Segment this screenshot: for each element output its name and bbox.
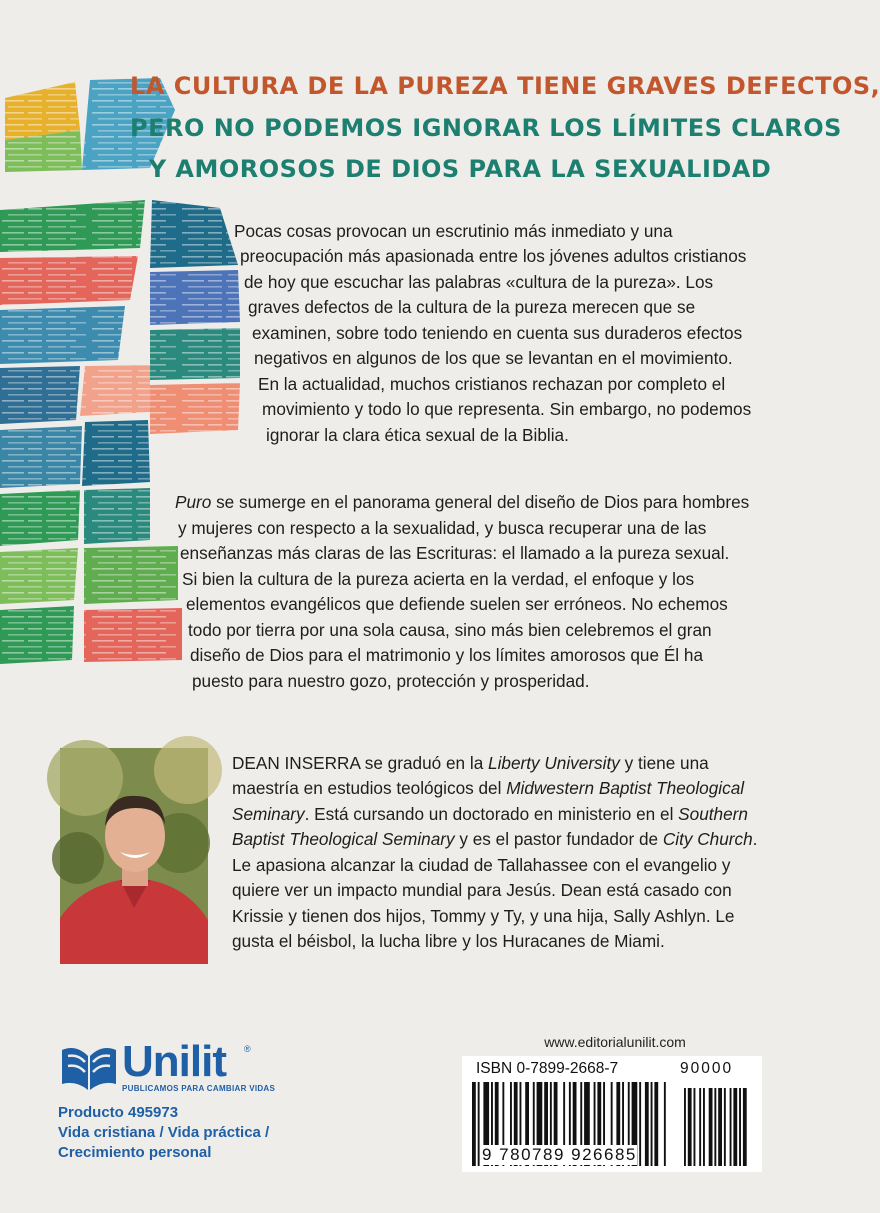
headline-line-2: PERO NO PODEMOS IGNORAR LOS LÍMITES CLAROS [130,114,842,142]
barcode-addon-bar [688,1088,692,1166]
barcode-bar [639,1082,641,1166]
headline-line-1: LA CULTURA DE LA PUREZA TIENE GRAVES DEFECTOS, [130,72,880,100]
barcode-addon-bar [699,1088,701,1166]
headline-line-3: Y AMOROSOS DE DIOS PARA LA SEXUALIDAD [148,155,772,183]
category-line-1: Vida cristiana / Vida práctica / [58,1124,270,1141]
author-portrait-illustration [60,748,208,964]
author-photo [60,748,208,964]
desc-line: y mujeres con respecto a la sexualidad, y busca recuperar una de las [178,518,707,538]
intro-line: de hoy que escuchar las palabras «cultura de la pureza». Los [244,272,714,292]
barcode-addon-bar [743,1088,747,1166]
publisher-name: Unilit [122,1037,226,1086]
barcode-addon-bar [694,1088,696,1166]
barcode-addon-bar [709,1088,713,1166]
barcode-bar [645,1082,649,1166]
intro-line: graves defectos de la cultura de la pureza merecen que se [248,297,696,317]
barcode-addon-bar [684,1088,686,1166]
barcode-bar [654,1082,658,1166]
intro-line: examinen, sobre todo teniendo en cuenta sus duraderos efectos [252,323,743,343]
registered-mark: ® [244,1044,251,1054]
bio-line: Seminary. Está cursando un doctorado en ministerio en el Southern [232,804,748,824]
price-code: 90000 [680,1060,734,1077]
barcode-addon-bar [703,1088,705,1166]
category-line-2: Crecimiento personal [58,1144,212,1161]
desc-line: Si bien la cultura de la pureza acierta en la verdad, el enfoque y los [182,569,695,589]
desc-line: elementos evangélicos que defiende suelen ser erróneos. No echemos [186,594,728,614]
desc-line: Puro se sumerge en el panorama general del diseño de Dios para hombres [175,492,750,512]
barcode-addon-bar [739,1088,741,1166]
barcode-bar [664,1082,666,1166]
barcode-addon-bar [730,1088,732,1166]
bio-line: maestría en estudios teológicos del Midwestern Baptist Theological [232,778,745,798]
bio-line: Baptist Theological Seminary y es el pastor fundador de City Church. [232,829,758,849]
intro-line: negativos en algunos de los que se levantan en el movimiento. [254,348,733,368]
barcode-box [462,1056,762,1172]
desc-line: diseño de Dios para el matrimonio y los límites amorosos que Él ha [190,645,703,665]
barcode-addon-bar [714,1088,716,1166]
bio-line: Krissie y tienen dos hijos, Tommy y Ty, y una hija, Sally Ashlyn. Le [232,906,735,926]
bio-line: Le apasiona alcanzar la ciudad de Tallahassee con el evangelio y [232,855,731,875]
barcode-bar [478,1082,480,1166]
open-book-icon [58,1040,120,1096]
intro-line: ignorar la clara ética sexual de la Biblia. [266,425,569,445]
barcode-addon-bar [733,1088,737,1166]
intro-line: preocupación más apasionada entre los jóvenes adultos cristianos [240,246,747,266]
barcode-bar [651,1082,653,1166]
desc-line: enseñanzas más claras de las Escrituras: el llamado a la pureza sexual. [180,543,730,563]
publisher-tagline: PUBLICAMOS PARA CAMBIAR VIDAS [122,1084,276,1093]
desc-line: puesto para nuestro gozo, protección y prosperidad. [192,671,590,691]
desc-line: todo por tierra por una sola causa, sino más bien celebremos el gran [188,620,712,640]
barcode-addon-bar [724,1088,726,1166]
barcode-addon-bar [718,1088,722,1166]
website-url: www.editorialunilit.com [544,1034,686,1050]
bio-line: DEAN INSERRA se graduó en la Liberty University y tiene una [232,753,709,773]
book-title: Puro [175,492,212,512]
barcode-bar [472,1082,476,1166]
intro-line: En la actualidad, muchos cristianos rechazan por completo el [258,374,726,394]
product-code: Producto 495973 [58,1104,179,1121]
intro-line: Pocas cosas provocan un escrutinio más inmediato y una [234,221,673,241]
bio-line: gusta el béisbol, la lucha libre y los Huracanes de Miami. [232,931,665,951]
bio-line: quiere ver un impacto mundial para Jesús. Dean está casado con [232,880,732,900]
isbn-number: ISBN 0-7899-2668-7 [476,1060,619,1077]
barcode-number: 9 780789 926685 [482,1145,637,1164]
intro-line: movimiento y todo lo que representa. Sin embargo, no podemos [262,399,752,419]
